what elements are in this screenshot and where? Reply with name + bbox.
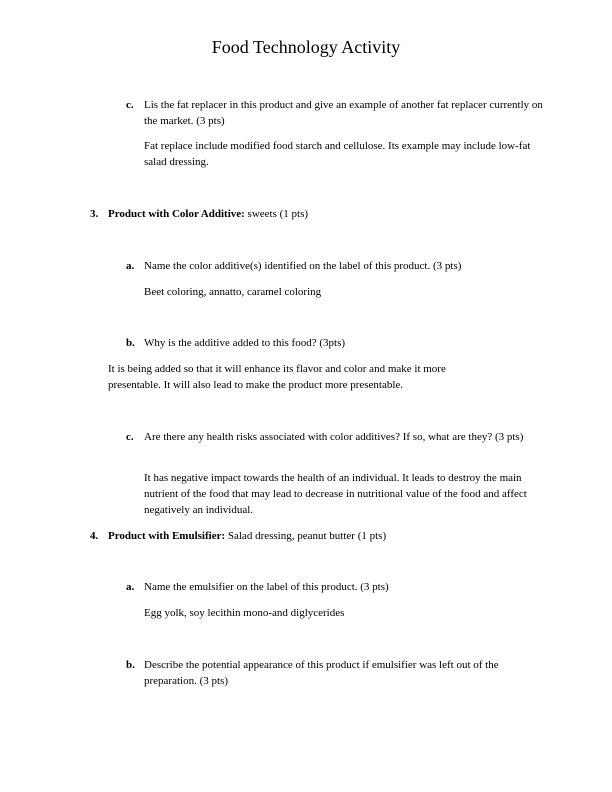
section-heading-3 xyxy=(108,206,548,222)
question-q4b: Describe the potential appearance of this product if emulsifier was left out of the preparation. (3 pts) xyxy=(144,659,499,687)
question-q3b: Why is the additive added to this food? (3pts) xyxy=(144,337,346,349)
item-marker-q4a: a. xyxy=(126,581,135,593)
item-marker-q3a: a. xyxy=(126,260,135,272)
answer-q3c: It has negative impact towards the health of an individual. It leads to destroy the main nutrient of the food that may lead to decrease in nutritional value of the food and affect negatively an individual. xyxy=(144,472,527,516)
answer-q2c: Fat replace include modified food starch and cellulose. Its example may include low-fat salad dressing. xyxy=(144,140,531,168)
item-marker-q3c: c. xyxy=(126,431,134,443)
answer-q3b: It is being added so that it will enhance its flavor and color and make it more presentable. It will also lead to make the product more presentable. xyxy=(108,363,446,391)
section-heading-4-rest: Salad dressing, peanut butter (1 pts) xyxy=(225,530,387,542)
answer-q4a: Egg yolk, soy lecithin mono-and diglycerides xyxy=(144,607,345,619)
question-q3a: Name the color additive(s) identified on the label of this product. (3 pts) xyxy=(144,260,462,272)
item-marker-q3b: b. xyxy=(126,337,135,349)
item-marker-q4b: b. xyxy=(126,659,135,671)
section-heading-4-bold: Product with Emulsifier: xyxy=(108,530,226,542)
question-q4a: Name the emulsifier on the label of this product. (3 pts) xyxy=(144,581,389,593)
question-q2c: Lis the fat replacer in this product and give an example of another fat replacer currently on the market. (3 pts) xyxy=(144,99,543,127)
question-q3c: Are there any health risks associated with color additives? If so, what are they? (3 pts) xyxy=(144,431,524,443)
answer-q3a: Beet coloring, annatto, caramel coloring xyxy=(144,286,322,298)
section-marker-4: 4. xyxy=(90,530,99,542)
page-title: Food Technology Activity xyxy=(211,37,401,57)
section-heading-4 xyxy=(108,528,548,544)
section-marker-3: 3. xyxy=(90,208,99,220)
section-heading-3-rest: sweets (1 pts) xyxy=(244,208,309,220)
section-heading-3-bold: Product with Color Additive: xyxy=(108,208,245,220)
item-marker-q2c: c. xyxy=(126,99,134,111)
